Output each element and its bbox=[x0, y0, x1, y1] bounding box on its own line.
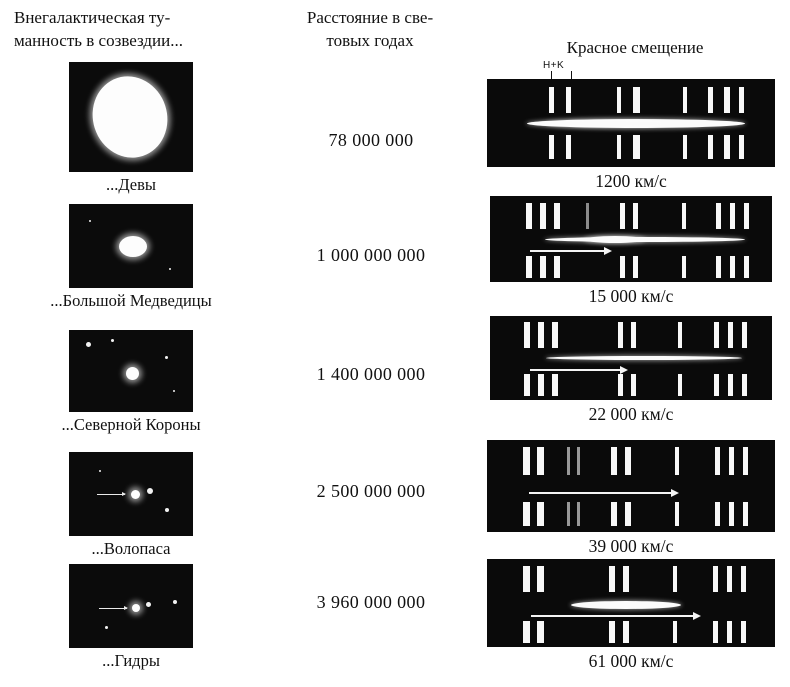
comparison-line bbox=[567, 502, 570, 526]
star-dot bbox=[105, 626, 108, 629]
comparison-line bbox=[625, 447, 631, 475]
comparison-line bbox=[540, 203, 546, 229]
galaxy-caption: ...Северной Короны bbox=[61, 415, 201, 434]
comparison-line bbox=[728, 322, 733, 348]
spectrum-plate bbox=[487, 79, 775, 167]
comparison-line bbox=[682, 203, 686, 229]
comparison-line bbox=[728, 374, 733, 396]
comparison-line bbox=[524, 322, 530, 348]
comparison-line bbox=[554, 203, 560, 229]
column-header-distance-line1: Расстояние в све- bbox=[306, 8, 434, 27]
velocity-value: 1200 км/с bbox=[595, 171, 667, 191]
comparison-line bbox=[724, 87, 730, 113]
comparison-line bbox=[714, 374, 719, 396]
comparison-line bbox=[526, 203, 532, 229]
star-dot bbox=[99, 470, 101, 472]
comparison-line bbox=[633, 203, 638, 229]
star-dot bbox=[146, 602, 151, 607]
galaxy-row bbox=[0, 564, 262, 671]
star-dot bbox=[169, 268, 171, 270]
galaxy-caption: ...Гидры bbox=[102, 651, 160, 670]
spectrum-row bbox=[478, 440, 784, 557]
comparison-line bbox=[549, 87, 554, 113]
star-dot bbox=[89, 220, 91, 222]
comparison-line bbox=[540, 256, 546, 278]
spectrum-plate bbox=[490, 316, 772, 400]
redshift-arrow bbox=[529, 492, 677, 494]
comparison-line bbox=[633, 135, 640, 159]
comparison-line bbox=[675, 447, 679, 475]
comparison-line bbox=[611, 447, 617, 475]
comparison-line bbox=[708, 87, 713, 113]
comparison-line bbox=[744, 256, 749, 278]
comparison-line bbox=[611, 502, 617, 526]
comparison-line bbox=[537, 502, 544, 526]
comparison-line bbox=[673, 621, 677, 643]
distance-value: 1 400 000 000 bbox=[316, 364, 426, 384]
comparison-line bbox=[609, 621, 615, 643]
comparison-line bbox=[730, 203, 735, 229]
redshift-arrow bbox=[530, 250, 610, 252]
column-header-galaxy-line2: манность в созвездии... bbox=[14, 31, 184, 50]
comparison-line bbox=[623, 566, 629, 592]
comparison-line bbox=[554, 256, 560, 278]
star-dot bbox=[173, 600, 177, 604]
comparison-line bbox=[716, 203, 721, 229]
comparison-line bbox=[741, 566, 746, 592]
spectrum-row bbox=[478, 196, 784, 307]
comparison-line bbox=[713, 621, 718, 643]
galaxy-blob bbox=[132, 604, 140, 612]
galaxy-spectrum-core bbox=[545, 121, 665, 126]
comparison-line bbox=[742, 322, 747, 348]
galaxy-plate-image bbox=[69, 204, 193, 288]
column-header-redshift: Красное смещение bbox=[566, 38, 704, 57]
star-dot bbox=[147, 488, 153, 494]
column-header-distance bbox=[270, 6, 470, 52]
comparison-line bbox=[739, 87, 744, 113]
comparison-line bbox=[577, 447, 580, 475]
comparison-line bbox=[633, 87, 640, 113]
galaxy-plate-image bbox=[69, 330, 193, 412]
comparison-line bbox=[537, 566, 544, 592]
galaxy-row bbox=[0, 452, 262, 559]
comparison-line bbox=[577, 502, 580, 526]
comparison-line bbox=[567, 447, 570, 475]
comparison-line bbox=[623, 621, 629, 643]
velocity-value: 22 000 км/с bbox=[588, 404, 674, 424]
spectrum-row bbox=[478, 316, 784, 425]
comparison-line bbox=[715, 502, 720, 526]
comparison-line bbox=[727, 621, 732, 643]
galaxy-plate-image bbox=[69, 62, 193, 172]
galaxy-row bbox=[0, 330, 262, 435]
redshift-arrow bbox=[530, 369, 626, 371]
comparison-line bbox=[729, 447, 734, 475]
galaxy-row bbox=[0, 204, 262, 311]
distance-value: 3 960 000 000 bbox=[316, 592, 426, 612]
comparison-line bbox=[538, 322, 544, 348]
comparison-line bbox=[566, 135, 571, 159]
comparison-line bbox=[552, 374, 558, 396]
galaxy-spectrum-streak bbox=[546, 356, 742, 360]
comparison-line bbox=[625, 502, 631, 526]
galaxy-caption: ...Девы bbox=[105, 175, 157, 194]
star-dot bbox=[86, 342, 91, 347]
distance-value: 78 000 000 bbox=[328, 130, 414, 150]
galaxy-blob bbox=[131, 490, 140, 499]
comparison-line bbox=[678, 374, 682, 396]
comparison-line bbox=[744, 203, 749, 229]
star-dot bbox=[165, 508, 169, 512]
hk-line-label: H+K bbox=[543, 60, 565, 71]
comparison-line bbox=[682, 256, 686, 278]
comparison-line bbox=[523, 502, 530, 526]
comparison-line bbox=[743, 447, 748, 475]
comparison-line bbox=[631, 374, 636, 396]
galaxy-spectrum-core bbox=[585, 236, 645, 243]
comparison-line bbox=[741, 621, 746, 643]
comparison-line bbox=[523, 447, 530, 475]
comparison-line bbox=[631, 322, 636, 348]
comparison-line bbox=[524, 374, 530, 396]
galaxy-blob bbox=[119, 236, 147, 257]
galaxy-caption: ...Волопаса bbox=[91, 539, 171, 558]
comparison-line bbox=[633, 256, 638, 278]
comparison-line bbox=[730, 256, 735, 278]
comparison-line bbox=[566, 87, 571, 113]
comparison-line bbox=[678, 322, 682, 348]
velocity-value: 61 000 км/с bbox=[588, 651, 674, 671]
pointer-arrow bbox=[99, 608, 127, 609]
galaxy-blob bbox=[126, 367, 139, 380]
comparison-line bbox=[683, 135, 687, 159]
comparison-line bbox=[743, 502, 748, 526]
comparison-line bbox=[586, 203, 589, 229]
comparison-line bbox=[673, 566, 677, 592]
star-dot bbox=[165, 356, 168, 359]
comparison-line bbox=[716, 256, 721, 278]
comparison-line bbox=[620, 256, 625, 278]
comparison-line bbox=[675, 502, 679, 526]
comparison-line bbox=[727, 566, 732, 592]
comparison-line bbox=[537, 447, 544, 475]
comparison-line bbox=[617, 135, 621, 159]
redshift-arrow bbox=[531, 615, 699, 617]
hk-tick-left bbox=[551, 71, 552, 79]
comparison-line bbox=[729, 502, 734, 526]
spectrum-row bbox=[478, 559, 784, 672]
star-dot bbox=[111, 339, 114, 342]
comparison-line bbox=[715, 447, 720, 475]
comparison-line bbox=[742, 374, 747, 396]
pointer-arrow bbox=[97, 494, 125, 495]
comparison-line bbox=[724, 135, 730, 159]
comparison-line bbox=[714, 322, 719, 348]
comparison-line bbox=[549, 135, 554, 159]
galaxy-plate-image bbox=[69, 452, 193, 536]
galaxy-spectrum-streak bbox=[545, 237, 745, 242]
comparison-line bbox=[739, 135, 744, 159]
comparison-line bbox=[537, 621, 544, 643]
comparison-line bbox=[618, 374, 623, 396]
velocity-value: 39 000 км/с bbox=[588, 536, 674, 556]
comparison-line bbox=[713, 566, 718, 592]
galaxy-spectrum-streak bbox=[571, 601, 681, 609]
column-header-galaxy-line1: Внегалактическая ту- bbox=[14, 8, 171, 27]
column-header-distance-line2: товых годах bbox=[326, 31, 414, 50]
comparison-line bbox=[620, 203, 625, 229]
comparison-line bbox=[552, 322, 558, 348]
distance-value: 2 500 000 000 bbox=[316, 481, 426, 501]
spectrum-plate bbox=[490, 196, 772, 282]
star-dot bbox=[173, 390, 175, 392]
spectrum-plate bbox=[487, 440, 775, 532]
spectrum-plate bbox=[487, 559, 775, 647]
comparison-line bbox=[526, 256, 532, 278]
comparison-line bbox=[609, 566, 615, 592]
galaxy-caption: ...Большой Медведицы bbox=[50, 291, 212, 310]
comparison-line bbox=[683, 87, 687, 113]
comparison-line bbox=[538, 374, 544, 396]
comparison-line bbox=[523, 621, 530, 643]
comparison-line bbox=[617, 87, 621, 113]
column-header-galaxy bbox=[14, 6, 254, 52]
velocity-value: 15 000 км/с bbox=[588, 286, 674, 306]
comparison-line bbox=[523, 566, 530, 592]
galaxy-plate-image bbox=[69, 564, 193, 648]
galaxy-blob bbox=[82, 67, 178, 168]
galaxy-row bbox=[0, 62, 262, 195]
spectrum-row bbox=[478, 79, 784, 192]
distance-value: 1 000 000 000 bbox=[316, 245, 426, 265]
hk-tick-right bbox=[571, 71, 572, 79]
comparison-line bbox=[708, 135, 713, 159]
comparison-line bbox=[618, 322, 623, 348]
